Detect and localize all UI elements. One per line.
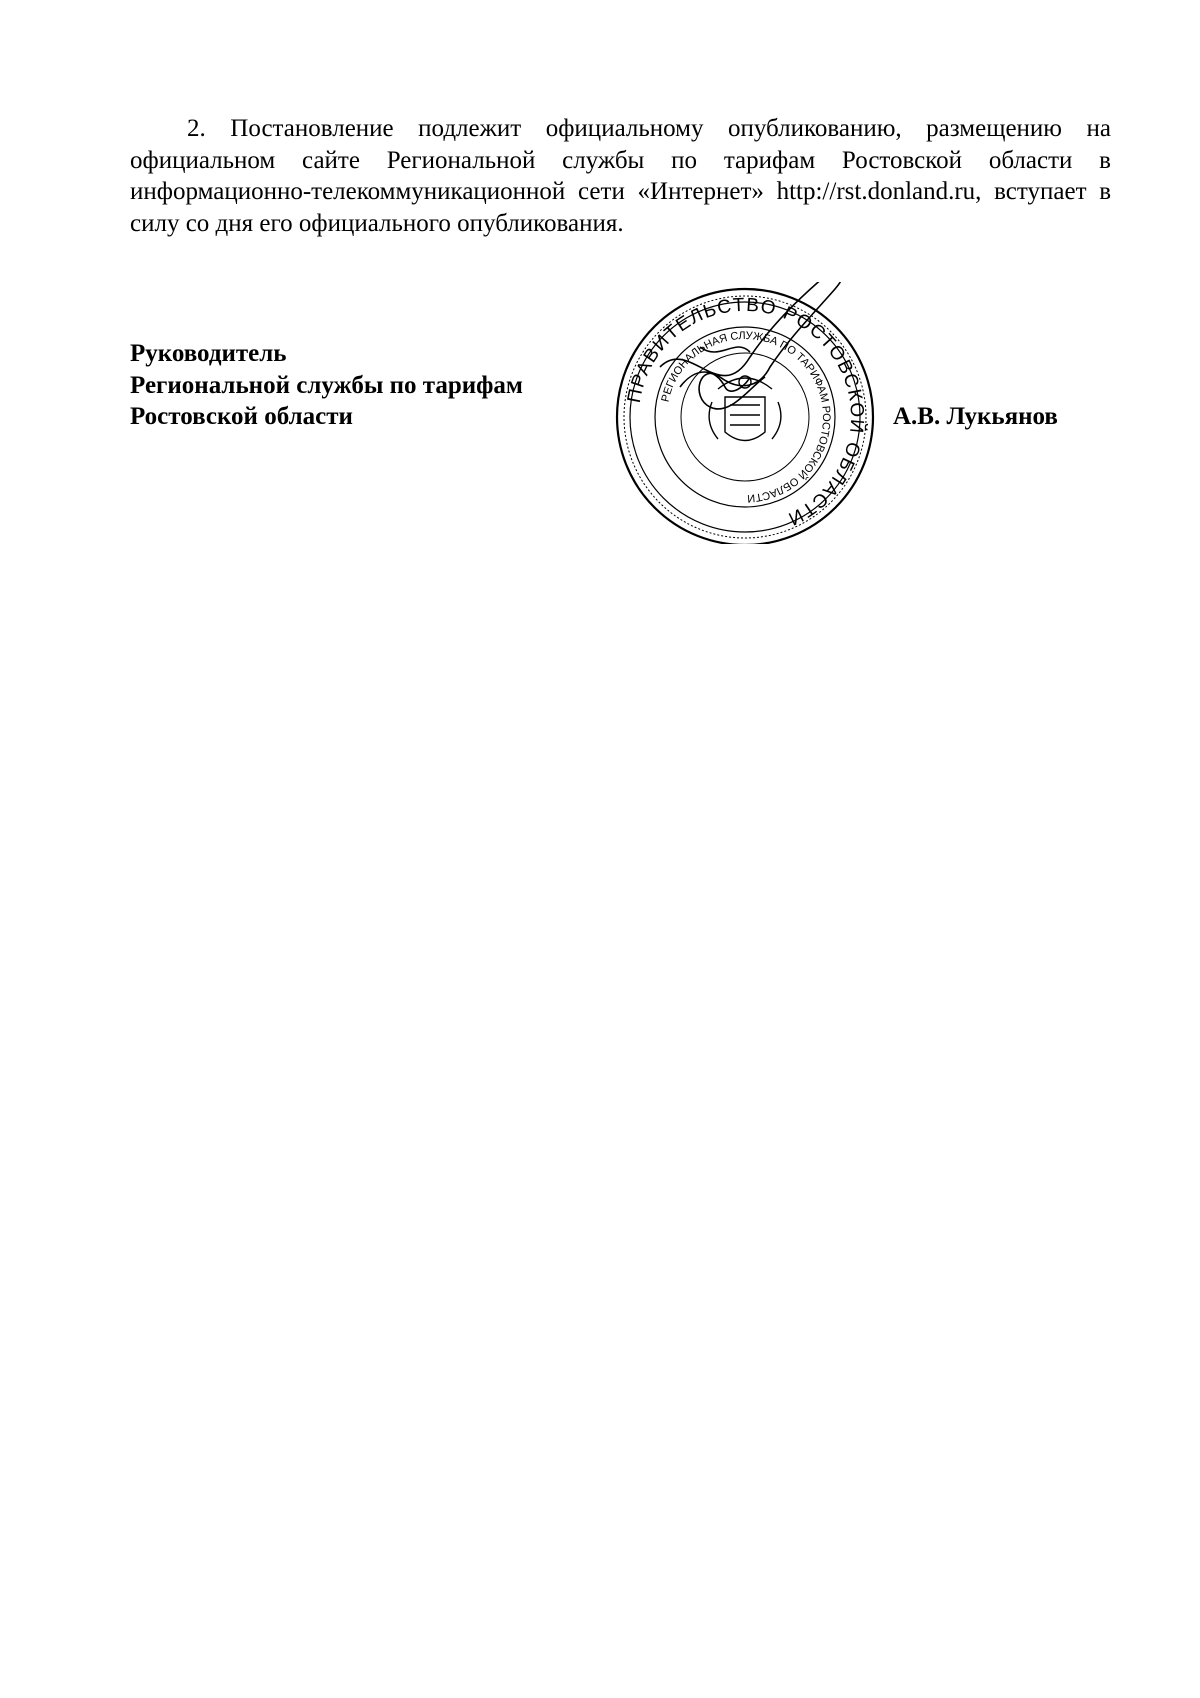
signatory-title-line-1: Руководитель xyxy=(130,340,287,367)
seal-inner-text: РЕГИОНАЛЬНАЯ СЛУЖБА ПО ТАРИФАМ РОСТОВСКОЙ ОБЛАСТИ xyxy=(659,329,833,505)
signatory-title-block xyxy=(130,338,523,433)
svg-text:РЕГИОНАЛЬНАЯ СЛУЖБА ПО ТАРИФАМ xyxy=(660,330,832,504)
signatory-name: А.В. Лукьянов xyxy=(893,403,1058,430)
seal-outer-text: ПРАВИТЕЛЬСТВО РОСТОВСКОЙ ОБЛАСТИ xyxy=(623,294,868,530)
signatory-title-line-2: Региональной службы по тарифам xyxy=(130,371,523,399)
publication-clause: 2. Постановление подлежит официальному опубликованию, размещению на официальном сайте Региональной службы по тарифам Ростовской области в информационно-телекоммуникационной сети «Интернет» http://rst.donland.ru, вступает в силу со дня его официального опубликования. xyxy=(130,115,1111,237)
official-seal-with-signature xyxy=(600,282,890,544)
signatory-title-line-3: Ростовской области xyxy=(130,403,353,430)
